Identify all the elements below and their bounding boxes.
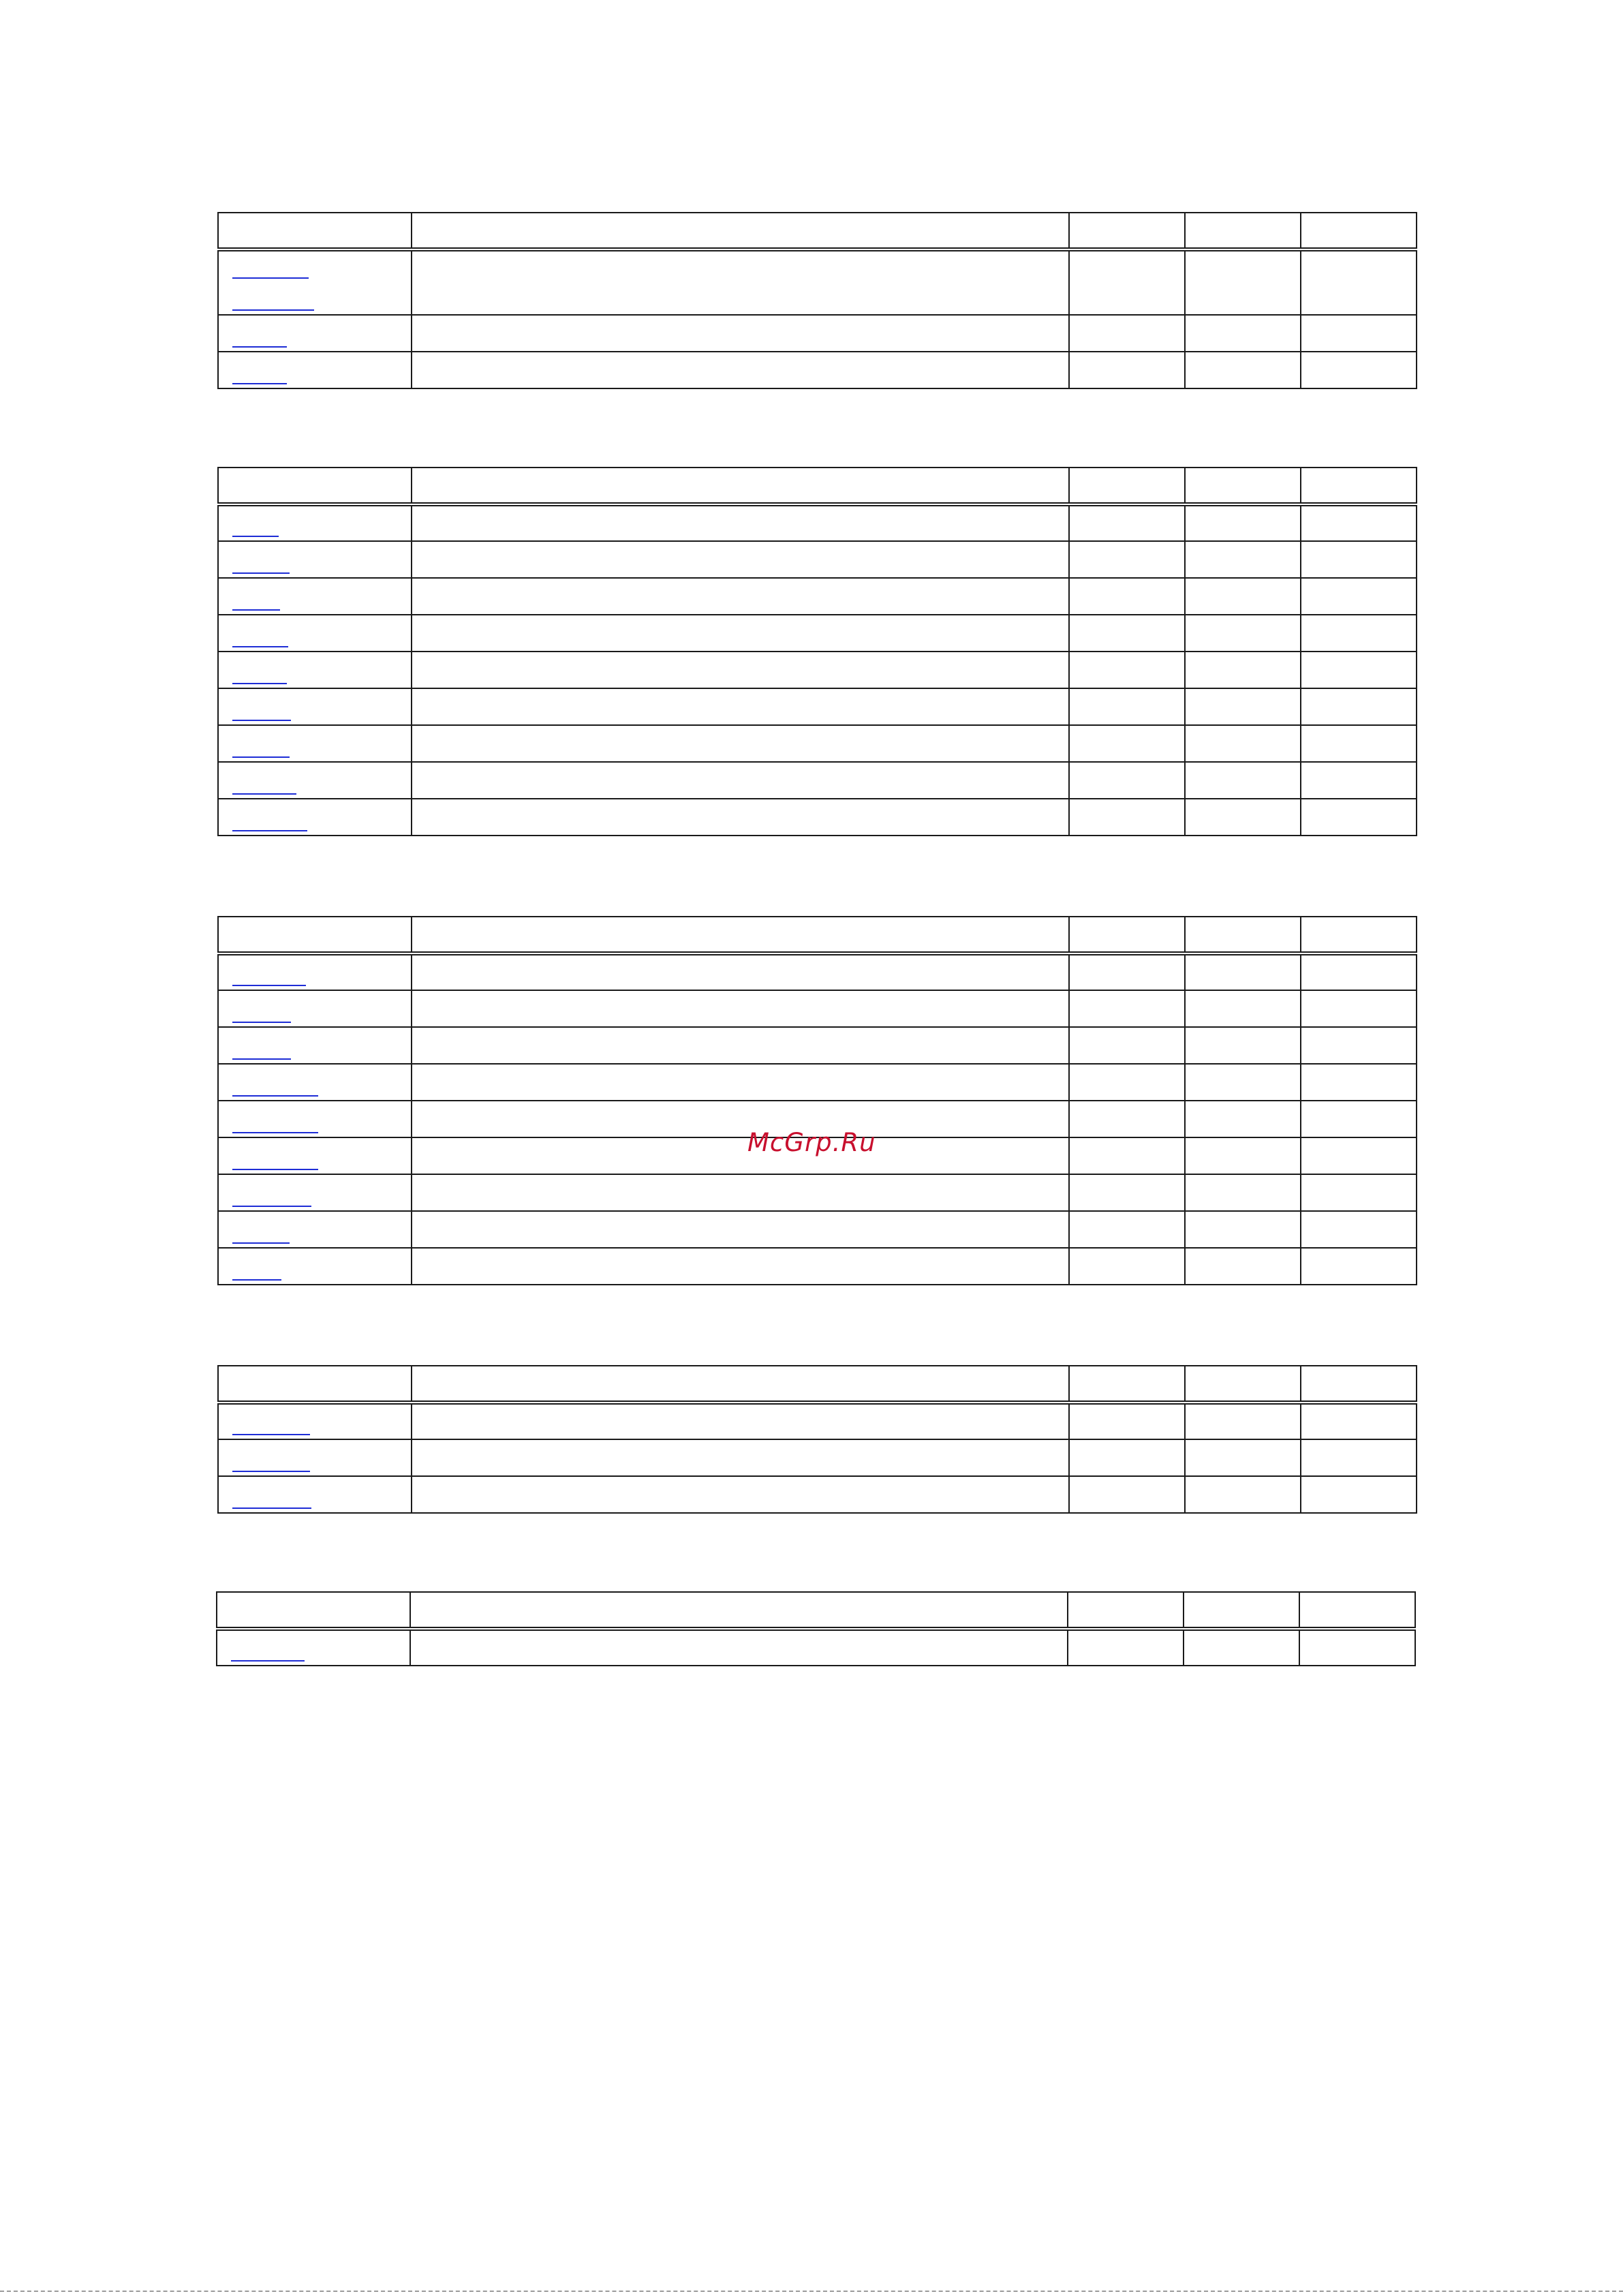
link-cell[interactable] (218, 762, 412, 799)
table-cell (1301, 541, 1417, 578)
table-cell (1069, 1027, 1185, 1064)
table-row (218, 1248, 1417, 1285)
table-cell (1185, 799, 1301, 836)
table-cell (412, 1476, 1069, 1513)
document-link[interactable] (232, 646, 288, 647)
link-cell[interactable] (218, 1027, 412, 1064)
document-link[interactable] (232, 1095, 318, 1097)
table-cell (412, 1248, 1069, 1285)
link-cell[interactable] (218, 1476, 412, 1513)
table-row (218, 315, 1417, 352)
table-cell (1069, 762, 1185, 799)
table-cell (1185, 541, 1301, 578)
table-cell (1301, 1064, 1417, 1101)
document-link[interactable] (232, 793, 296, 795)
link-cell[interactable] (218, 1403, 412, 1439)
table-row (218, 1403, 1417, 1439)
table-cell (412, 1064, 1069, 1101)
table-cell (1069, 725, 1185, 762)
table-header-row (217, 1592, 1415, 1629)
document-link[interactable] (232, 1279, 281, 1281)
header-cell (1069, 917, 1185, 953)
table-cell (412, 1439, 1069, 1476)
document-link[interactable] (232, 609, 280, 611)
table-cell (1069, 1476, 1185, 1513)
table-cell (1301, 1248, 1417, 1285)
header-cell (1301, 1366, 1417, 1403)
table-row (218, 652, 1417, 688)
table-row (218, 762, 1417, 799)
link-cell[interactable] (218, 1064, 412, 1101)
header-cell (1301, 917, 1417, 953)
table-cell (1069, 504, 1185, 541)
header-cell (412, 917, 1069, 953)
table-cell (1185, 249, 1301, 315)
link-cell[interactable] (218, 1101, 412, 1137)
table-row (217, 1629, 1415, 1666)
table-cell (1185, 1027, 1301, 1064)
watermark-text: McGrp.Ru (747, 1128, 876, 1157)
link-cell[interactable] (218, 315, 412, 352)
table-cell (410, 1629, 1068, 1666)
table-cell (412, 615, 1069, 652)
table-cell (1301, 1403, 1417, 1439)
header-cell (412, 213, 1069, 249)
table-cell (1069, 1101, 1185, 1137)
table-cell (1299, 1629, 1415, 1666)
header-cell (1301, 468, 1417, 504)
table-cell (1301, 352, 1417, 388)
table-cell (1185, 578, 1301, 615)
header-cell (1184, 1592, 1299, 1629)
table-row (218, 615, 1417, 652)
document-link[interactable] (231, 1660, 305, 1662)
table-cell (1301, 1211, 1417, 1248)
header-cell (410, 1592, 1068, 1629)
table-cell (1069, 249, 1185, 315)
table-cell (1069, 1064, 1185, 1101)
table-row (218, 725, 1417, 762)
link-cell[interactable] (218, 615, 412, 652)
table-header-row (218, 1366, 1417, 1403)
table-row (218, 799, 1417, 836)
table-row (218, 504, 1417, 541)
table-cell (1069, 953, 1185, 990)
document-link[interactable] (232, 1206, 311, 1207)
header-cell (218, 917, 412, 953)
table-cell (1069, 688, 1185, 725)
table-cell (1301, 1174, 1417, 1211)
table-cell (1069, 315, 1185, 352)
table-cell (412, 688, 1069, 725)
table-row (218, 990, 1417, 1027)
table-cell (1068, 1629, 1184, 1666)
table-cell (1301, 1476, 1417, 1513)
table-cell (1301, 578, 1417, 615)
link-cell[interactable] (218, 688, 412, 725)
document-link[interactable] (232, 1132, 318, 1133)
link-cell[interactable] (218, 652, 412, 688)
table-cell (1301, 1101, 1417, 1137)
document-link[interactable] (232, 720, 291, 721)
table-cell (1185, 652, 1301, 688)
table-cell (1185, 504, 1301, 541)
table-cell (1069, 1403, 1185, 1439)
table-cell (1069, 578, 1185, 615)
table-cell (1185, 762, 1301, 799)
table-5 (216, 1591, 1416, 1666)
document-link[interactable] (232, 1058, 291, 1060)
header-cell (1068, 1592, 1184, 1629)
table-cell (1069, 1248, 1185, 1285)
document-link[interactable] (232, 1169, 318, 1170)
header-cell (218, 213, 412, 249)
link-cell[interactable] (218, 1248, 412, 1285)
document-link[interactable] (232, 756, 290, 758)
table-3 (217, 916, 1417, 1285)
table-cell (1301, 1027, 1417, 1064)
link-cell[interactable] (217, 1629, 410, 1666)
link-cell[interactable] (218, 352, 412, 388)
table-cell (1185, 990, 1301, 1027)
table-cell (1301, 615, 1417, 652)
table-row (218, 1027, 1417, 1064)
table-cell (1301, 762, 1417, 799)
header-cell (1069, 1366, 1185, 1403)
table-cell (1185, 1101, 1301, 1137)
document-link[interactable] (232, 572, 290, 574)
table-cell (1185, 615, 1301, 652)
table-cell (1185, 1403, 1301, 1439)
document-link[interactable] (232, 683, 287, 684)
document-link[interactable] (232, 985, 306, 986)
link-cell[interactable] (218, 578, 412, 615)
document-link[interactable] (232, 1434, 310, 1435)
table-row (218, 1439, 1417, 1476)
table-cell (1069, 1211, 1185, 1248)
link-cell[interactable] (218, 249, 412, 315)
table-cell (1185, 1248, 1301, 1285)
table-cell (412, 504, 1069, 541)
table-header-row (218, 917, 1417, 953)
header-cell (217, 1592, 410, 1629)
table-row (218, 541, 1417, 578)
table-cell (1069, 990, 1185, 1027)
link-cell[interactable] (218, 1211, 412, 1248)
table-cell (1185, 315, 1301, 352)
table-cell (1069, 1174, 1185, 1211)
header-cell (218, 468, 412, 504)
table-cell (412, 652, 1069, 688)
header-cell (1299, 1592, 1415, 1629)
table-cell (412, 1403, 1069, 1439)
table-cell (1185, 725, 1301, 762)
header-cell (1185, 1366, 1301, 1403)
table-cell (1301, 953, 1417, 990)
page-bottom-divider (0, 2291, 1623, 2292)
table-cell (1301, 1137, 1417, 1174)
link-cell[interactable] (218, 953, 412, 990)
table-row (218, 1174, 1417, 1211)
document-link[interactable] (232, 1507, 311, 1509)
table-cell (1301, 315, 1417, 352)
header-cell (1185, 468, 1301, 504)
table-cell (1301, 504, 1417, 541)
table-cell (412, 762, 1069, 799)
link-cell[interactable] (218, 725, 412, 762)
table-row (218, 352, 1417, 388)
link-cell[interactable] (218, 541, 412, 578)
table-header-row (218, 468, 1417, 504)
link-cell[interactable] (218, 504, 412, 541)
table-cell (412, 578, 1069, 615)
document-link[interactable] (232, 277, 309, 279)
document-link[interactable] (232, 309, 314, 311)
table-cell (412, 1137, 1069, 1174)
table-cell (1301, 799, 1417, 836)
table-cell (1185, 1064, 1301, 1101)
table-cell (412, 315, 1069, 352)
table-cell (1301, 990, 1417, 1027)
table-cell (1069, 1439, 1185, 1476)
table-cell (1185, 1137, 1301, 1174)
table-row (218, 1476, 1417, 1513)
header-cell (1069, 468, 1185, 504)
header-cell (1185, 213, 1301, 249)
table-cell (1185, 1174, 1301, 1211)
table-cell (1069, 352, 1185, 388)
table-row (218, 953, 1417, 990)
table-cell (1301, 688, 1417, 725)
table-cell (1301, 1439, 1417, 1476)
table-row (218, 249, 1417, 315)
table-cell (412, 249, 1069, 315)
table-header-row (218, 213, 1417, 249)
table-cell (1185, 352, 1301, 388)
header-cell (412, 468, 1069, 504)
table-cell (1185, 1476, 1301, 1513)
table-cell (1185, 688, 1301, 725)
table-cell (1069, 1137, 1185, 1174)
table-cell (412, 1211, 1069, 1248)
table-cell (1301, 249, 1417, 315)
table-cell (412, 352, 1069, 388)
header-cell (1185, 917, 1301, 953)
table-4 (217, 1365, 1417, 1514)
document-link[interactable] (232, 536, 279, 537)
document-link[interactable] (232, 1471, 310, 1472)
table-cell (1185, 953, 1301, 990)
link-cell[interactable] (218, 799, 412, 836)
header-cell (1301, 213, 1417, 249)
table-cell (1184, 1629, 1299, 1666)
header-cell (412, 1366, 1069, 1403)
link-cell[interactable] (218, 1137, 412, 1174)
table-2 (217, 467, 1417, 836)
table-cell (1301, 725, 1417, 762)
document-link[interactable] (232, 1242, 290, 1244)
table-cell (1069, 615, 1185, 652)
document-link[interactable] (232, 383, 287, 384)
document-link[interactable] (232, 830, 307, 831)
table-cell (412, 725, 1069, 762)
table-cell (412, 990, 1069, 1027)
table-cell (412, 1027, 1069, 1064)
table-cell (412, 1101, 1069, 1137)
table-row (218, 688, 1417, 725)
table-row (218, 1211, 1417, 1248)
table-cell (1301, 652, 1417, 688)
table-cell (412, 799, 1069, 836)
table-cell (412, 953, 1069, 990)
document-link[interactable] (232, 1022, 291, 1023)
table-cell (1069, 652, 1185, 688)
table-cell (1069, 799, 1185, 836)
table-row (218, 578, 1417, 615)
header-cell (218, 1366, 412, 1403)
table-cell (1185, 1439, 1301, 1476)
document-link[interactable] (232, 346, 287, 348)
table-cell (412, 1174, 1069, 1211)
table-cell (412, 541, 1069, 578)
link-cell[interactable] (218, 1439, 412, 1476)
link-cell[interactable] (218, 1174, 412, 1211)
table-cell (1185, 1211, 1301, 1248)
table-1 (217, 212, 1417, 389)
link-cell[interactable] (218, 990, 412, 1027)
table-cell (1069, 541, 1185, 578)
header-cell (1069, 213, 1185, 249)
table-row (218, 1064, 1417, 1101)
